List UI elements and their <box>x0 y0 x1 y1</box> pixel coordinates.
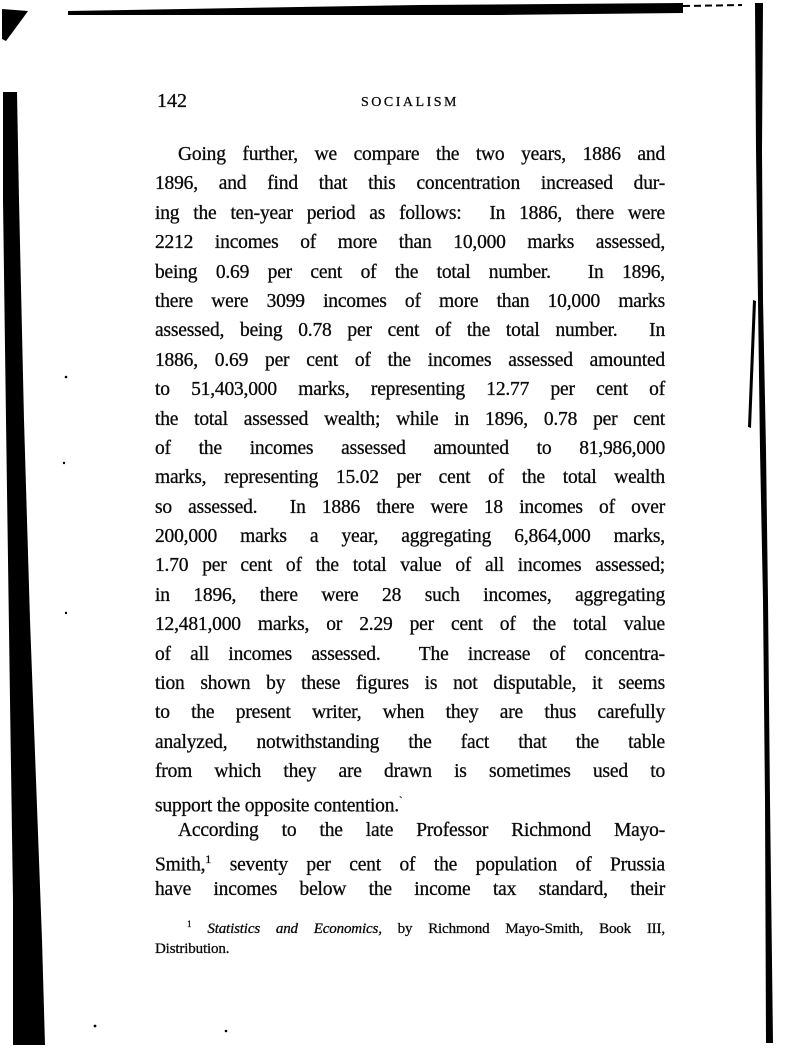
text-segment: so assessed. In 1886 there were 18 incomes of over <box>155 496 665 518</box>
footnote-marker: 1 <box>205 853 212 867</box>
text-segment: the total assessed wealth; while in 1896, 0.78 per cent <box>155 408 665 430</box>
text-segment: marks, representing 15.02 per cent of the total wealth <box>155 467 665 489</box>
text-segment: being 0.69 per cent of the total number. In 1896, <box>155 261 665 283</box>
footnote-marker: 1 <box>187 919 192 929</box>
text-line <box>155 493 665 522</box>
text-segment: ing the ten-year period as follows: In 1886, there were <box>155 202 665 224</box>
scan-artifact-top-tail <box>683 5 742 6</box>
text-line <box>155 375 665 404</box>
text-segment: support the opposite contention. <box>155 795 399 817</box>
body-text <box>155 140 665 904</box>
text-segment: of the incomes assessed amounted to 81,986,000 <box>155 437 665 459</box>
text-segment <box>192 921 208 937</box>
page-number: 142 <box>157 90 187 112</box>
text-segment: have incomes below the income tax standard, their <box>155 878 665 900</box>
text-line <box>155 816 665 845</box>
text-line <box>155 316 665 345</box>
text-segment: 2212 incomes of more than 10,000 marks assessed, <box>155 232 665 254</box>
text-line <box>155 405 665 434</box>
text-segment: by Richmond Mayo-Smith, Book III, <box>381 921 665 937</box>
page-header <box>155 90 665 116</box>
text-segment: to 51,403,000 marks, representing 12.77 per cent of <box>155 379 665 401</box>
text-line <box>155 581 665 610</box>
text-segment: 1886, 0.69 per cent of the incomes assessed amounted <box>155 349 665 371</box>
text-line <box>155 463 665 492</box>
text-line <box>155 669 665 698</box>
text-segment: Distribution. <box>155 940 230 957</box>
scan-artifact-right-strand <box>748 300 756 428</box>
text-line <box>155 912 665 937</box>
text-line <box>155 228 665 257</box>
text-line <box>155 757 665 786</box>
text-line <box>155 287 665 316</box>
text-line <box>155 845 665 874</box>
text-line <box>155 346 665 375</box>
text-line <box>155 875 665 904</box>
text-segment: seventy per cent of the population of Prussia <box>211 854 665 876</box>
text-segment: there were 3099 incomes of more than 10,000 marks <box>155 290 665 312</box>
text-line <box>155 640 665 669</box>
text-segment: assessed, being 0.78 per cent of the total number. In <box>155 320 665 342</box>
text-line <box>155 258 665 287</box>
text-line <box>155 140 665 169</box>
stray-ink-mark: ` <box>398 794 403 807</box>
running-header: SOCIALISM <box>361 95 459 110</box>
text-segment: 1896, and find that this concentration increased dur- <box>155 173 665 195</box>
text-line <box>155 610 665 639</box>
text-segment: Going further, we compare the two years, 1886 and <box>178 144 665 165</box>
footnote <box>155 912 665 961</box>
text-segment: of all incomes assessed. The increase of concentra- <box>155 643 665 665</box>
text-segment: 1.70 per cent of the total value of all incomes assessed; <box>155 555 665 577</box>
text-segment: Statistics and Economics, <box>207 921 382 937</box>
text-line <box>155 937 665 962</box>
text-segment: to the present writer, when they are thus carefully <box>155 702 665 724</box>
text-line <box>155 698 665 727</box>
text-segment: analyzed, notwithstanding the fact that the table <box>155 731 665 753</box>
text-segment: Smith, <box>155 854 206 876</box>
scan-artifact-top-bar <box>68 3 683 15</box>
scan-artifact-corner-wedge <box>2 9 28 41</box>
text-line <box>155 522 665 551</box>
text-segment: from which they are drawn is sometimes used to <box>155 761 665 783</box>
text-line <box>155 551 665 580</box>
text-line <box>155 169 665 198</box>
text-segment: 12,481,000 marks, or 2.29 per cent of the total value <box>155 614 665 636</box>
scan-artifact-left-bar <box>3 92 45 1045</box>
text-segment: tion shown by these figures is not disputable, it seems <box>155 673 665 695</box>
text-segment: in 1896, there were 28 such incomes, aggregating <box>155 584 665 606</box>
text-segment: According to the late Professor Richmond Mayo- <box>178 819 665 841</box>
text-segment: 200,000 marks a year, aggregating 6,864,000 marks, <box>155 526 665 548</box>
text-line <box>155 199 665 228</box>
text-line <box>155 728 665 757</box>
text-line <box>155 787 665 816</box>
text-line <box>155 434 665 463</box>
scan-artifact-right-line <box>755 3 773 1043</box>
